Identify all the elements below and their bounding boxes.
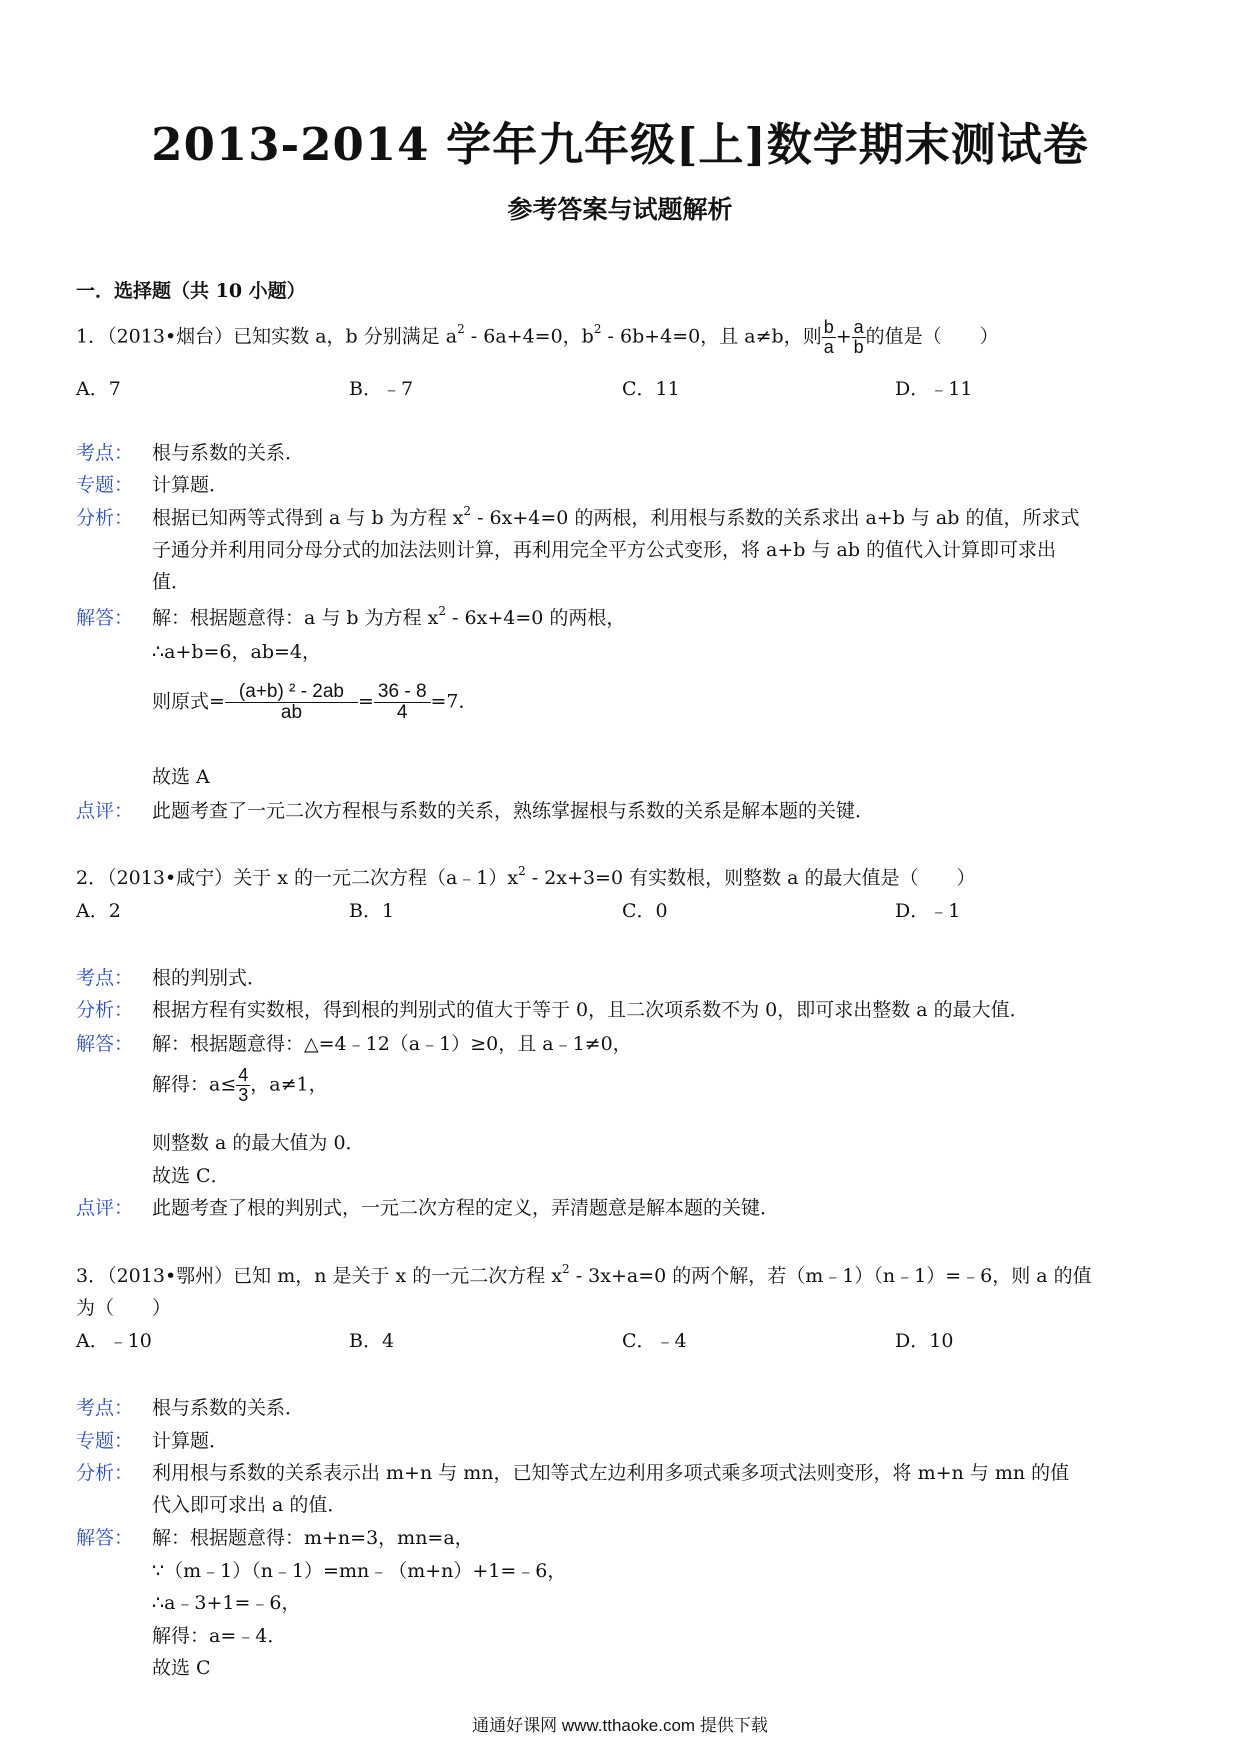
q1-option-a: A．7 (76, 378, 121, 400)
question-1-stem: 1．（2013•烟台）已知实数 a，b 分别满足 $a^2 - 6a+4=0$，$b^2 - 6b+4=0$，且 a≠b，则 $\frac{b}{a}$ + $\frac{a}{b}$ 的值是（ ） (76, 317, 999, 357)
q3-kaodian-label: 考点： (76, 1397, 134, 1419)
page-subtitle: 参考答案与试题解析 (507, 195, 733, 224)
q1-jieda-line-2: ∴a+b=6，ab=4， (152, 641, 322, 663)
q3-jieda-line-5: 故选 C (152, 1657, 211, 1679)
q1-dianping: 此题考查了一元二次方程根与系数的关系，熟练掌握根与系数的关系是解本题的关键． (152, 800, 875, 822)
fraction-a-over-b: $\frac{a}{b}$ (853, 317, 864, 357)
q2-option-b: B．1 (349, 900, 395, 922)
q3-jieda-line-1: 解：根据题意得：m+n=3，mn=a， (152, 1527, 474, 1549)
q2-dianping-label: 点评： (76, 1197, 134, 1219)
q2-option-c: C．0 (622, 900, 668, 922)
question-3-stem-line-1: 3．（2013•鄂州）已知 m，n 是关于 x 的一元二次方程 $x^2 - 3x+a=0$ 的两个解，若（m﹣1）（n﹣1）=﹣6，则 a 的值 (76, 1261, 1092, 1287)
q1-jieda-label: 解答： (76, 607, 134, 629)
q3-option-c: C．﹣4 (622, 1330, 687, 1352)
q3-zhuanti-label: 专题： (76, 1430, 134, 1452)
q1-fenxi-label: 分析： (76, 507, 134, 529)
q2-option-a: A．2 (76, 900, 121, 922)
q2-jieda-line-3: 则整数 a 的最大值为 0． (152, 1132, 365, 1154)
q2-jieda-line-1: 解：根据题意得：△=4﹣12（a﹣1）≥0，且 a﹣1≠0， (152, 1033, 632, 1055)
q3-kaodian: 根与系数的关系． (152, 1397, 305, 1419)
q1-kaodian: 根与系数的关系． (152, 442, 305, 464)
fraction-b-over-a: $\frac{b}{a}$ (823, 317, 834, 357)
q2-fenxi: 根据方程有实数根，得到根的判别式的值大于等于 0，且二次项系数不为 0，即可求出整数 a 的最大值． (152, 999, 1029, 1021)
page-title: 2013-2014 学年九年级[上]数学期末测试卷 (151, 118, 1089, 171)
q2-kaodian: 根的判别式． (152, 967, 267, 989)
q2-fenxi-label: 分析： (76, 999, 134, 1021)
q2-jieda-line-4: 故选 C． (152, 1165, 230, 1187)
q1-fenxi-line-1: 根据已知两等式得到 a 与 b 为方程 $x^2 - 6x+4=0$ 的两根，利用根与系数的关系求出 a+b 与 ab 的值，所求式 (152, 503, 1080, 529)
q3-option-d: D．10 (895, 1330, 954, 1352)
q3-jieda-line-2: ∵（m﹣1）（n﹣1）=mn﹣（m+n）+1=﹣6， (152, 1560, 567, 1582)
q2-option-d: D．﹣1 (895, 900, 961, 922)
q1-kaodian-label: 考点： (76, 442, 134, 464)
q1-zhuanti-label: 专题： (76, 474, 134, 496)
q1-jieda-line-4: 故选 A (152, 766, 210, 788)
q1-zhuanti: 计算题． (152, 474, 229, 496)
q2-dianping: 此题考查了根的判别式，一元二次方程的定义，弄清题意是解本题的关键． (152, 1197, 780, 1219)
q2-kaodian-label: 考点： (76, 967, 134, 989)
q3-jieda-label: 解答： (76, 1527, 134, 1549)
q1-option-d: D．﹣11 (895, 378, 973, 400)
q3-zhuanti: 计算题． (152, 1430, 229, 1452)
q3-fenxi-label: 分析： (76, 1462, 134, 1484)
q3-jieda-line-4: 解得：a=﹣4． (152, 1625, 287, 1647)
q3-jieda-line-3: ∴a﹣3+1=﹣6， (152, 1592, 301, 1614)
q3-option-b: B．4 (349, 1330, 395, 1352)
q1-option-b: B．﹣7 (349, 378, 414, 400)
q2-jieda-label: 解答： (76, 1033, 134, 1055)
q1-dianping-label: 点评： (76, 800, 134, 822)
q1-jieda-formula: 则原式= $\frac{\text{(a+b) ² - 2ab}}{ab}$ = $\frac{36 - 8}{4}$ =7． (152, 681, 478, 723)
section-heading: 一．选择题（共 10 小题） (76, 280, 306, 302)
q1-fenxi-line-2: 子通分并利用同分母分式的加法法则计算，再利用完全平方公式变形，将 a+b 与 ab 的值代入计算即可求出 (152, 539, 1057, 561)
q1-fenxi-line-3: 值． (152, 571, 191, 593)
question-3-stem-line-2: 为（ ） (76, 1297, 172, 1319)
q1-option-c: C．11 (622, 378, 680, 400)
page-footer: 通通好课网 www.tthaoke.com 提供下载 (472, 1716, 768, 1735)
q1-jieda-line-1: 解：根据题意得：a 与 b 为方程 $x^2 - 6x+4=0$ 的两根， (152, 603, 626, 629)
q3-option-a: A．﹣10 (76, 1330, 152, 1352)
q3-fenxi-line-2: 代入即可求出 a 的值． (152, 1494, 347, 1516)
question-2-stem: 2．（2013•咸宁）关于 x 的一元二次方程$(a﹣1)x^2 - 2x+3=0$ 有实数根，则整数 a 的最大值是（ ） (76, 863, 976, 889)
q2-jieda-line-2: 解得：a≤ $\frac{4}{3}$ ，a≠1， (152, 1065, 328, 1105)
q3-fenxi-line-1: 利用根与系数的关系表示出 m+n 与 mn，已知等式左边利用多项式乘多项式法则变形，将 m+n 与 mn 的值 (152, 1462, 1070, 1484)
